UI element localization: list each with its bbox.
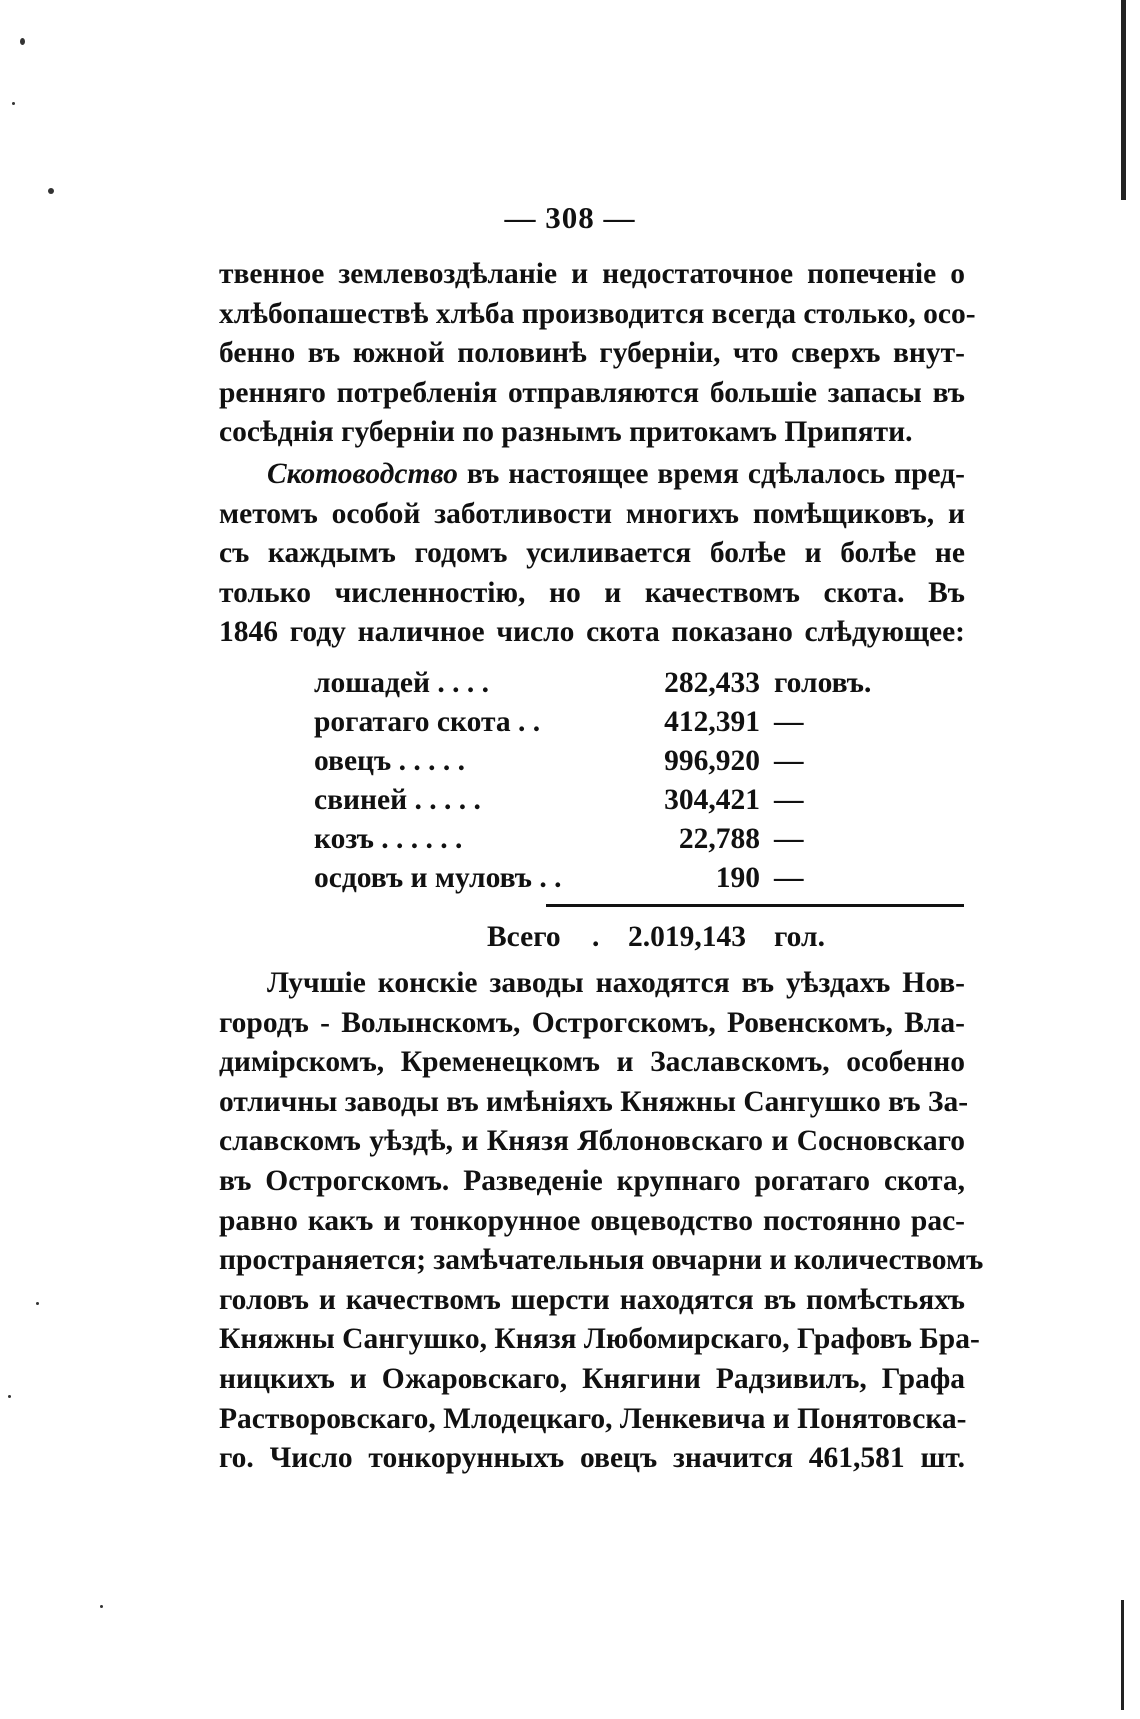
text-line: Растворовскаго, Млодецкаго, Ленкевича и Понятовска-: [219, 1402, 967, 1435]
text-line: отличны заводы въ имѣніяхъ Княжны Сангушко въ За-: [219, 1085, 969, 1118]
livestock-unit: головъ.: [774, 667, 872, 699]
text-line: хлѣбопашествѣ хлѣба производится всегда столько, осо-: [219, 297, 976, 330]
livestock-value: 22,788: [678, 823, 760, 855]
livestock-name: свиней . . . . .: [314, 784, 481, 816]
page-edge-mark-lower: [1121, 1600, 1124, 1710]
text-line: Княжны Сангушко, Князя Любомирскаго, Графовъ Бра-: [219, 1323, 980, 1356]
sum-rule: [546, 904, 964, 907]
paragraph-agriculture: [219, 255, 976, 453]
scan-speck: [48, 188, 54, 194]
livestock-unit: —: [774, 784, 804, 816]
livestock-row: [314, 859, 964, 898]
livestock-row: [314, 742, 964, 781]
paragraph-stud-farms: [219, 964, 984, 1479]
total-dot: .: [592, 921, 600, 953]
livestock-value: 996,920: [664, 745, 760, 777]
text-line: головъ и качествомъ шерсти находятся въ помѣстьяхъ: [219, 1283, 965, 1316]
text-line: метомъ особой заботливости многихъ помѣщиковъ, и: [219, 497, 965, 530]
livestock-row: [314, 664, 964, 703]
livestock-value: 282,433: [664, 667, 760, 699]
paragraph-livestock: [219, 455, 965, 653]
text-line: въ Острогскомъ. Разведеніе крупнаго рогатаго скота,: [219, 1164, 965, 1197]
livestock-table: [314, 664, 964, 898]
text-line: Лучшіе конскіе заводы находятся въ уѣздахъ Нов-: [267, 967, 965, 999]
scan-speck: [100, 1605, 103, 1608]
text-fragment: въ настоящее время сдѣлалось пред-: [457, 458, 965, 490]
text-line: димірскомъ, Кременецкомъ и Заславскомъ, особенно: [219, 1046, 965, 1079]
scan-speck: [36, 1302, 39, 1305]
livestock-name: осдовъ и муловъ . .: [314, 862, 562, 894]
text-line: 1846 году наличное число скота показано слѣдующее:: [219, 616, 965, 649]
italic-term: Скотоводство: [267, 458, 458, 490]
livestock-row: [314, 781, 964, 820]
scan-speck: [8, 1395, 11, 1398]
text-line: [219, 455, 965, 495]
scan-speck: [20, 38, 25, 45]
text-line: твенное землевоздѣланіе и недостаточное попеченіе о: [219, 258, 965, 290]
text-line: бенно въ южной половинѣ губерніи, что сверхъ внут-: [219, 337, 965, 370]
total-label: Всего: [487, 921, 561, 953]
total-value: 2.019,143: [628, 921, 746, 953]
livestock-name: лошадей . . . .: [314, 667, 489, 699]
text-line: равно какъ и тонкорунное овцеводство постоянно рас-: [219, 1204, 965, 1237]
livestock-name: рогатаго скота . .: [314, 706, 541, 738]
total-unit: гол.: [774, 921, 825, 953]
livestock-value: 304,421: [664, 784, 760, 816]
text-line: пространяется; замѣчательныя овчарни и количествомъ: [219, 1244, 984, 1277]
livestock-name: овецъ . . . . .: [314, 745, 465, 777]
text-line: съ каждымъ годомъ усиливается болѣе и болѣе не: [219, 537, 965, 570]
livestock-unit: —: [774, 823, 804, 855]
livestock-row: [314, 703, 964, 742]
livestock-unit: —: [774, 745, 804, 777]
page-number: — 308 —: [504, 200, 636, 235]
livestock-value: 412,391: [664, 706, 760, 738]
text-line: городъ - Волынскомъ, Острогскомъ, Ровенскомъ, Вла-: [219, 1006, 965, 1039]
text-line: только численностію, но и качествомъ скота. Въ: [219, 576, 965, 609]
livestock-name: козъ . . . . . .: [314, 823, 463, 855]
text-line: славскомъ уѣздѣ, и Князя Яблоновскаго и Сосновскаго: [219, 1125, 965, 1158]
livestock-unit: —: [774, 862, 804, 894]
page-edge-mark: [1121, 0, 1126, 200]
livestock-unit: —: [774, 706, 804, 738]
livestock-value: 190: [715, 862, 760, 894]
livestock-row: [314, 820, 964, 859]
text-line: го. Число тонкорунныхъ овецъ значится 461,581 шт.: [219, 1442, 965, 1475]
text-line: сосѣднія губерніи по разнымъ притокамъ Припяти.: [219, 416, 913, 449]
text-line: ницкихъ и Ожаровскаго, Княгини Радзивилъ, Графа: [219, 1362, 965, 1395]
text-line: ренняго потребленія отправляются большіе запасы въ: [219, 376, 965, 409]
scan-speck: [12, 102, 15, 105]
